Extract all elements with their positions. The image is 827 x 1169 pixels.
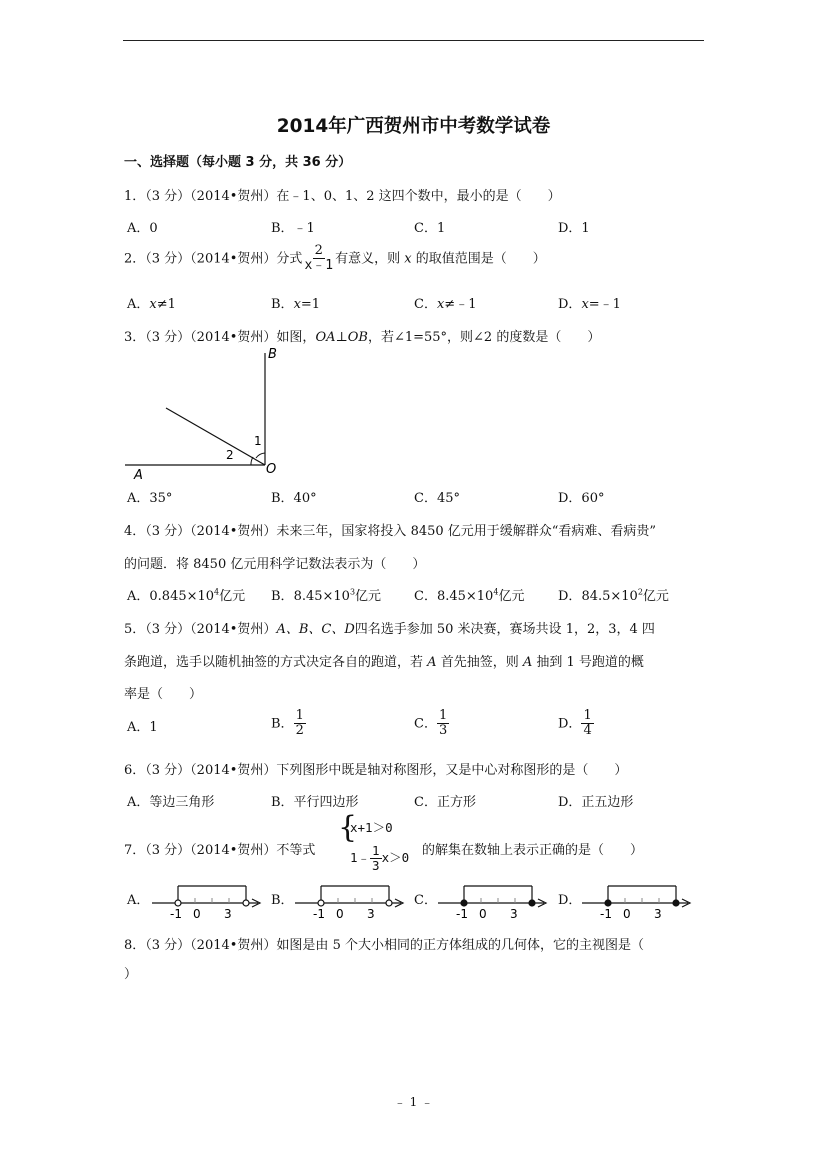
option-letter: B． <box>271 589 294 604</box>
option-d: D．正五边形 <box>558 795 634 810</box>
tick-label: 3 <box>367 907 375 920</box>
option-letter: D． <box>558 297 582 312</box>
endpoint-right <box>386 900 392 906</box>
option-d: D．60° <box>558 491 605 506</box>
question-2 <box>124 244 546 274</box>
angle-figure <box>120 345 290 485</box>
tick-label: -1 <box>456 907 468 920</box>
variable: x <box>436 297 445 312</box>
question-text: 有意义，则 <box>335 251 401 267</box>
option-letter: A． <box>127 297 150 312</box>
fraction-denominator: x﹣1 <box>304 258 334 274</box>
number-line-c <box>436 878 551 920</box>
option-unit: 亿元 <box>219 589 246 604</box>
option-unit: 亿元 <box>498 589 525 604</box>
label-a: A <box>134 468 143 483</box>
variable: x <box>581 297 589 312</box>
option-b: B．平行四边形 <box>271 795 359 810</box>
fraction-denominator: 3 <box>372 857 380 873</box>
option-d <box>558 293 621 312</box>
tick-label: -1 <box>313 907 325 920</box>
fraction <box>294 709 306 739</box>
question-number: 5． <box>124 622 146 637</box>
fraction <box>302 244 335 274</box>
option-letter: A． <box>127 589 150 604</box>
option-b <box>271 293 320 312</box>
option-base: 84.5×10 <box>581 589 638 604</box>
option-base: 0.845×10 <box>149 589 215 604</box>
option-b <box>271 709 306 739</box>
label-angle-1: 1 <box>254 434 262 448</box>
header-rule <box>123 40 704 41</box>
question-text: （3 分）（2014•贺州）如图是由 5 个大小相同的正方体组成的几何体，它的主视图是（ <box>145 938 644 953</box>
fraction-numerator: 1 <box>372 843 380 858</box>
fraction-numerator: 1 <box>295 708 304 723</box>
option-a <box>127 585 245 604</box>
fraction <box>581 709 593 739</box>
tick-label: 0 <box>336 907 344 920</box>
fraction-denominator: 4 <box>583 723 592 739</box>
option-a: A． <box>127 893 150 908</box>
variable: x <box>149 297 157 312</box>
inequality-text: 1﹣ <box>350 849 371 865</box>
variable: x <box>293 297 301 312</box>
option-exponent: 3 <box>349 587 356 597</box>
option-c <box>414 293 476 312</box>
question-5-line-3: 率是（ ） <box>124 687 203 702</box>
question-text: （3 分）（2014•贺州）未来三年，国家将投入 8450 亿元用于缓解群众“看病难、看病贵” <box>145 524 657 539</box>
option-c: C． <box>414 893 437 908</box>
fraction <box>437 709 449 739</box>
player-a: A <box>522 655 533 670</box>
option-value: 1 <box>149 720 158 735</box>
question-number: 7． <box>124 843 146 858</box>
question-4-line-2: 的问题．将 8450 亿元用科学记数法表示为（ ） <box>124 557 426 572</box>
option-letter: C． <box>414 716 437 732</box>
option-c <box>414 585 524 604</box>
tick-label: -1 <box>170 907 182 920</box>
brace: { <box>338 810 358 845</box>
inequality-1: x+1＞0 <box>350 820 393 835</box>
question-5-line-2 <box>124 651 644 670</box>
question-text: 首先抽签，则 <box>440 655 519 670</box>
question-text: ，若∠1=55°，则∠2 的度数是（ ） <box>367 330 601 345</box>
option-d <box>558 709 594 739</box>
page-title: 2014年广西贺州市中考数学试卷 <box>276 116 551 137</box>
number-line-d <box>580 878 695 920</box>
question-text: （3 分）（2014•贺州）不等式 <box>145 843 316 858</box>
number-line-a <box>150 878 265 920</box>
inequality-text: x＞0 <box>381 849 410 865</box>
question-5-line-1 <box>124 618 655 637</box>
fraction-numerator: 2 <box>314 243 323 258</box>
option-letter: C． <box>414 589 437 604</box>
question-text: （3 分）（2014•贺州）如图， <box>145 330 316 345</box>
option-a <box>127 716 158 735</box>
option-value: ≠1 <box>156 297 176 312</box>
fraction-denominator: 3 <box>438 723 448 739</box>
question-text: （3 分）（2014•贺州）下列图形中既是轴对称图形，又是中心对称图形的是（ ） <box>145 763 628 778</box>
option-a <box>127 293 176 312</box>
option-c: C．45° <box>414 491 460 506</box>
question-7-prefix <box>124 839 315 858</box>
perp-symbol: ⊥ <box>335 330 348 345</box>
option-exponent: 2 <box>637 587 643 597</box>
question-text: （3 分）（2014•贺州）分式 <box>145 251 303 267</box>
question-text: 四名选手参加 50 米决赛，赛场共设 1，2，3，4 四 <box>354 622 655 637</box>
segment-ob: OB <box>347 330 368 345</box>
endpoint-left <box>605 900 611 906</box>
option-letter: B． <box>271 716 294 732</box>
question-text: （3 分）（2014•贺州）在﹣1、0、1、2 这四个数中，最小的是（ ） <box>145 189 561 204</box>
endpoint-left <box>318 900 324 906</box>
inequality-2 <box>350 844 409 873</box>
endpoint-left <box>175 900 181 906</box>
angle-2-arc <box>251 457 253 465</box>
option-base: 8.45×10 <box>293 589 350 604</box>
option-d <box>558 585 669 604</box>
question-text: 的取值范围是（ ） <box>415 251 546 267</box>
option-a: A．0 <box>127 221 158 236</box>
option-unit: 亿元 <box>642 589 669 604</box>
option-letter: B． <box>271 297 294 312</box>
question-8-line-2: ） <box>124 967 138 982</box>
question-number: 3． <box>124 330 146 345</box>
tick-label: 3 <box>654 907 662 920</box>
fraction-denominator: 2 <box>295 723 304 739</box>
fraction <box>370 844 382 873</box>
question-text: 条跑道，选手以随机抽签的方式决定各自的跑道，若 <box>124 655 424 670</box>
endpoint-right <box>673 900 679 906</box>
tick-label: -1 <box>600 907 612 920</box>
fraction-numerator: 1 <box>438 708 448 723</box>
option-b: B．﹣1 <box>271 221 315 236</box>
option-d: D．1 <box>558 221 590 236</box>
option-c <box>414 709 449 739</box>
question-number: 8． <box>124 938 146 953</box>
option-exponent: 4 <box>214 587 220 597</box>
option-value: =1 <box>300 297 321 312</box>
question-number: 2． <box>124 251 146 267</box>
option-c: C．正方形 <box>414 795 476 810</box>
question-4-line-1 <box>124 520 656 539</box>
option-b: B． <box>271 893 294 908</box>
option-a: A．35° <box>127 491 173 506</box>
player-a: A <box>427 655 437 670</box>
tick-label: 0 <box>623 907 631 920</box>
option-b: B．40° <box>271 491 317 506</box>
question-8-line-1 <box>124 934 644 953</box>
page-number: ﹣ 1 ﹣ <box>393 1095 434 1109</box>
option-value: ≠﹣1 <box>444 297 477 312</box>
question-text: 抽到 1 号跑道的概 <box>536 655 644 670</box>
endpoint-right <box>529 900 535 906</box>
tick-label: 3 <box>510 907 518 920</box>
question-number: 1． <box>124 189 146 204</box>
option-value: =﹣1 <box>588 297 621 312</box>
option-letter: D． <box>558 589 582 604</box>
option-a: A．等边三角形 <box>127 795 215 810</box>
ray-oc <box>166 408 265 465</box>
fraction-numerator: 1 <box>583 708 592 723</box>
endpoint-right <box>243 900 249 906</box>
option-unit: 亿元 <box>355 589 382 604</box>
option-letter: D． <box>558 716 582 732</box>
question-7-suffix: 的解集在数轴上表示正确的是（ ） <box>422 843 644 858</box>
tick-label: 0 <box>479 907 487 920</box>
question-3 <box>124 326 600 345</box>
angle-1-arc <box>256 453 265 458</box>
question-text: （3 分）（2014•贺州） <box>145 622 277 637</box>
option-b <box>271 585 381 604</box>
question-number: 6． <box>124 763 146 778</box>
question-number: 4． <box>124 524 146 539</box>
section-heading: 一、选择题（每小题 3 分，共 36 分） <box>124 155 352 170</box>
label-angle-2: 2 <box>226 448 234 462</box>
option-d: D． <box>558 893 582 908</box>
variable: x <box>404 251 412 267</box>
segment-oa: OA <box>315 330 336 345</box>
tick-label: 0 <box>193 907 201 920</box>
option-letter: C． <box>414 297 437 312</box>
number-line-b <box>293 878 408 920</box>
player-names: A、B、C、D <box>276 622 355 637</box>
label-b: B <box>268 347 277 362</box>
option-base: 8.45×10 <box>436 589 494 604</box>
tick-label: 3 <box>224 907 232 920</box>
option-letter: A． <box>127 720 150 735</box>
option-c: C．1 <box>414 221 446 236</box>
question-1 <box>124 185 561 204</box>
question-6 <box>124 759 627 778</box>
endpoint-left <box>461 900 467 906</box>
label-o: O <box>266 462 277 477</box>
option-exponent: 4 <box>493 587 499 597</box>
